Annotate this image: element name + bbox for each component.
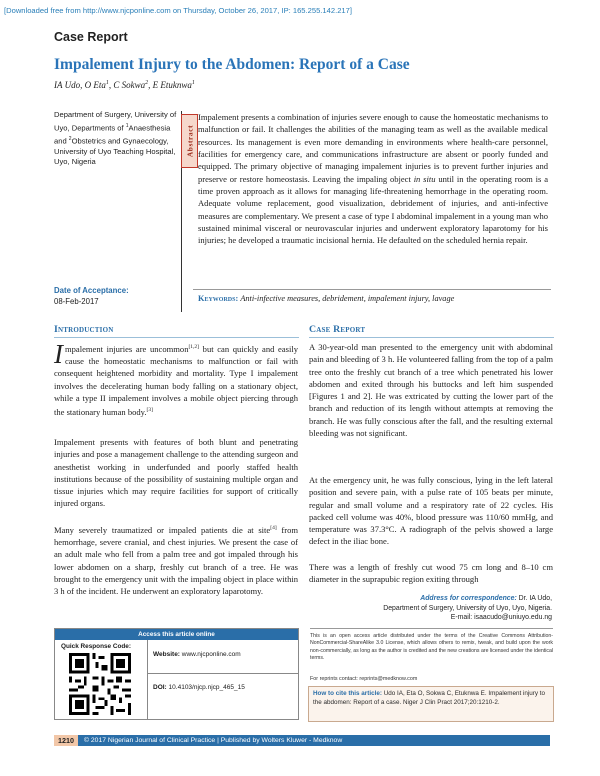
- affiliation-text: Anaesthesia and: [54, 123, 171, 146]
- acceptance-label: Date of Acceptance:: [54, 286, 129, 295]
- text-run: from hemorrhage, severe cranial, and chest injuries. We present the case of an adult male who fell from a palm tree and got impaled through his lower abdomen on a sharp, freshly cut branch of a tree. He was brought to the emergency unit with the impaling object in place within 3 h of the incident. He underwent an exploratory laparotomy.: [54, 524, 298, 597]
- cite-label: How to cite this article:: [313, 690, 382, 697]
- citation-ref: [4]: [270, 525, 277, 531]
- abstract-tab: [181, 114, 198, 168]
- license-divider: [310, 628, 553, 629]
- correspondence-name: Dr. IA Udo,: [518, 595, 552, 602]
- abstract-part: until in the operating room is a time proven approach as it allows for managing life-threatening hemorrhage in the operating room. Adequate volume replacement, good visualization, debridement of injuries, and anti-infective measures are complementary. We present a case of type I abdominal impalement in a young man who sustained minimal visceral or neurovascular injuries and underwent exploratory laparotomy for his injuries; he developed a traumatic incisional hernia. He defaulted on the scheduled hernia repair.: [198, 173, 548, 246]
- open-access-notice: This is an open access article distributed under the terms of the Creative Commons Attribution-NonCommercial-ShareAlike 3.0 License, which allows others to remix, tweak, and build upon the work non-commercially, as long as the author is credited and the new creations are licensed under the identical terms.: [310, 633, 553, 662]
- affiliation-text: Department of Surgery, University of Uyo, Departments of: [54, 110, 177, 133]
- affiliation: [54, 110, 178, 168]
- text-run: mpalement injuries are uncommon: [65, 343, 189, 354]
- correspondence-email[interactable]: E-mail: isaacudo@uniuyo.edu.ng: [450, 614, 552, 621]
- case-paragraph-3: There was a length of freshly cut wood 75 cm long and 8–10 cm diameter in the suprapubic region exiting through: [309, 562, 553, 585]
- citation-ref: [1,2]: [188, 344, 200, 350]
- access-box-header: Access this article online: [55, 629, 298, 640]
- access-hr: [147, 673, 299, 674]
- citation-ref: [3]: [146, 407, 153, 414]
- intro-paragraph-1: [54, 341, 298, 418]
- keywords-value: Anti-infective measures, debridement, impalement injury, lavage: [240, 294, 455, 303]
- access-article-box: [54, 628, 299, 720]
- abstract-tab-label: Abstract: [185, 124, 194, 158]
- text-run: but can quickly and easily cause the homeostatic mechanisms to malfunction or fail with consequent heightened morbidity and mortality. Type I impalement involves the decelerating human body falling on a stationary object, while a type II impalement involves a mobile object piercing through the stationary human body.: [54, 343, 298, 418]
- reprints-contact: For reprints contact: reprints@medknow.com: [310, 676, 418, 682]
- author-list: [54, 80, 195, 90]
- page-number: 1210: [54, 735, 78, 746]
- website-row: [153, 651, 241, 658]
- article-type-label: Case Report: [54, 30, 128, 44]
- footer-copyright: © 2017 Nigerian Journal of Clinical Practice | Published by Wolters Kluwer - Medknow: [84, 737, 343, 744]
- correspondence-heading: Address for correspondence:: [420, 595, 517, 602]
- intro-paragraph-3: [54, 522, 298, 598]
- section-rule: [309, 337, 554, 338]
- doi-link[interactable]: 10.4103/njcp.njcp_465_15: [168, 684, 245, 691]
- drop-cap: I: [54, 339, 63, 369]
- correspondence-block: [383, 594, 552, 623]
- abstract-italic: in situ: [413, 173, 436, 184]
- website-link[interactable]: www.njcponline.com: [181, 651, 241, 658]
- how-to-cite-box: [308, 686, 554, 722]
- qr-label: Quick Response Code:: [61, 643, 131, 650]
- keywords-divider: [193, 289, 551, 290]
- case-report-heading: Case Report: [309, 324, 366, 335]
- website-label: Website:: [153, 651, 180, 658]
- intro-paragraph-2: Impalement presents with features of both blunt and penetrating injuries and pose a management challenge to the attending surgeon and anesthetist working in underfunded and poorly staffed health institutions because of the possibility of sustaining multiple organ and tissue injuries which may require facilities for support of critically injured organs.: [54, 437, 298, 509]
- text-run: Many severely traumatized or impaled patients die at site: [54, 524, 271, 535]
- correspondence-address: Department of Surgery, University of Uyo, Uyo, Nigeria.: [383, 604, 552, 612]
- abstract-text: [198, 111, 548, 247]
- acceptance-date: 08-Feb-2017: [54, 297, 99, 306]
- doi-row: [153, 684, 245, 691]
- author-affil-mark: 2: [145, 80, 149, 86]
- author-affil-mark: 1: [191, 80, 195, 86]
- affil-mark: 2: [68, 135, 72, 142]
- case-paragraph-1: A 30-year-old man presented to the emergency unit with abdominal pain and bleeding of 3 h. He volunteered falling from the top of a palm tree onto the freshly cut branch of a tree which penetrated his lower abdomen and exited through his buttocks and left him suspended [Figures 1 and 2]. He was extricated by cutting the lower part of the branch and reduction of its length without attempts at removing the branch. He was fully conscious after the fall, and the resulting external bleeding was not significant.: [309, 342, 553, 439]
- doi-label: DOI:: [153, 684, 167, 691]
- case-paragraph-2: At the emergency unit, he was fully conscious, lying in the left lateral position and severe pain, with a pulse rate of 105 beats per minute, regular and small volume and a respiratory rate of 22 cycles. His packed cell volume was 40%, blood pressure was 110/60 mmHg, and temperature was 37.3°C. A radiograph of the pelvis showed a large defect in the iliac bone.: [309, 475, 553, 547]
- download-banner[interactable]: [Downloaded free from http://www.njcponline.com on Thursday, October 26, 2017, IP: 165.255.142.217]: [4, 6, 352, 15]
- author-name: IA Udo, O Eta: [54, 80, 106, 90]
- keywords-label: Keywords:: [198, 294, 239, 303]
- abstract-part: Impalement presents a combination of injuries severe enough to cause the homeostatic mechanisms to malfunction or fail. It challenges the abilities of the managing team as well as the available medical resources. Its management is even more demanding in environments where health-care personnel, facilities for emergency care, and communications infrastructure are absent or poorly funded and equipped. The primary objective of managing impalement injuries is to prevent further injuries and preserve or restore homeostasis. Leaving the impaling object: [198, 112, 548, 184]
- author-name: , C Sokwa: [108, 80, 146, 90]
- access-divider: [147, 640, 148, 720]
- paper-title: Impalement Injury to the Abdomen: Report of a Case: [54, 56, 410, 73]
- introduction-heading: Introduction: [54, 324, 114, 335]
- author-affil-mark: 1: [105, 80, 109, 86]
- keywords: [198, 294, 553, 303]
- qr-code-icon[interactable]: [69, 653, 131, 715]
- affiliation-text: Obstetrics and Gynaecology, University of Uyo Teaching Hospital, Uyo, Nigeria: [54, 136, 176, 167]
- cite-text: Udo IA, Eta O, Sokwa C, Etuknwa E. Impalement injury to the abdomen: Report of a case. Niger J Clin Pract 2017;20:1210-2.: [313, 690, 546, 706]
- author-name: , E Etuknwa: [148, 80, 192, 90]
- section-rule: [54, 337, 299, 338]
- affil-mark: 1: [125, 122, 129, 129]
